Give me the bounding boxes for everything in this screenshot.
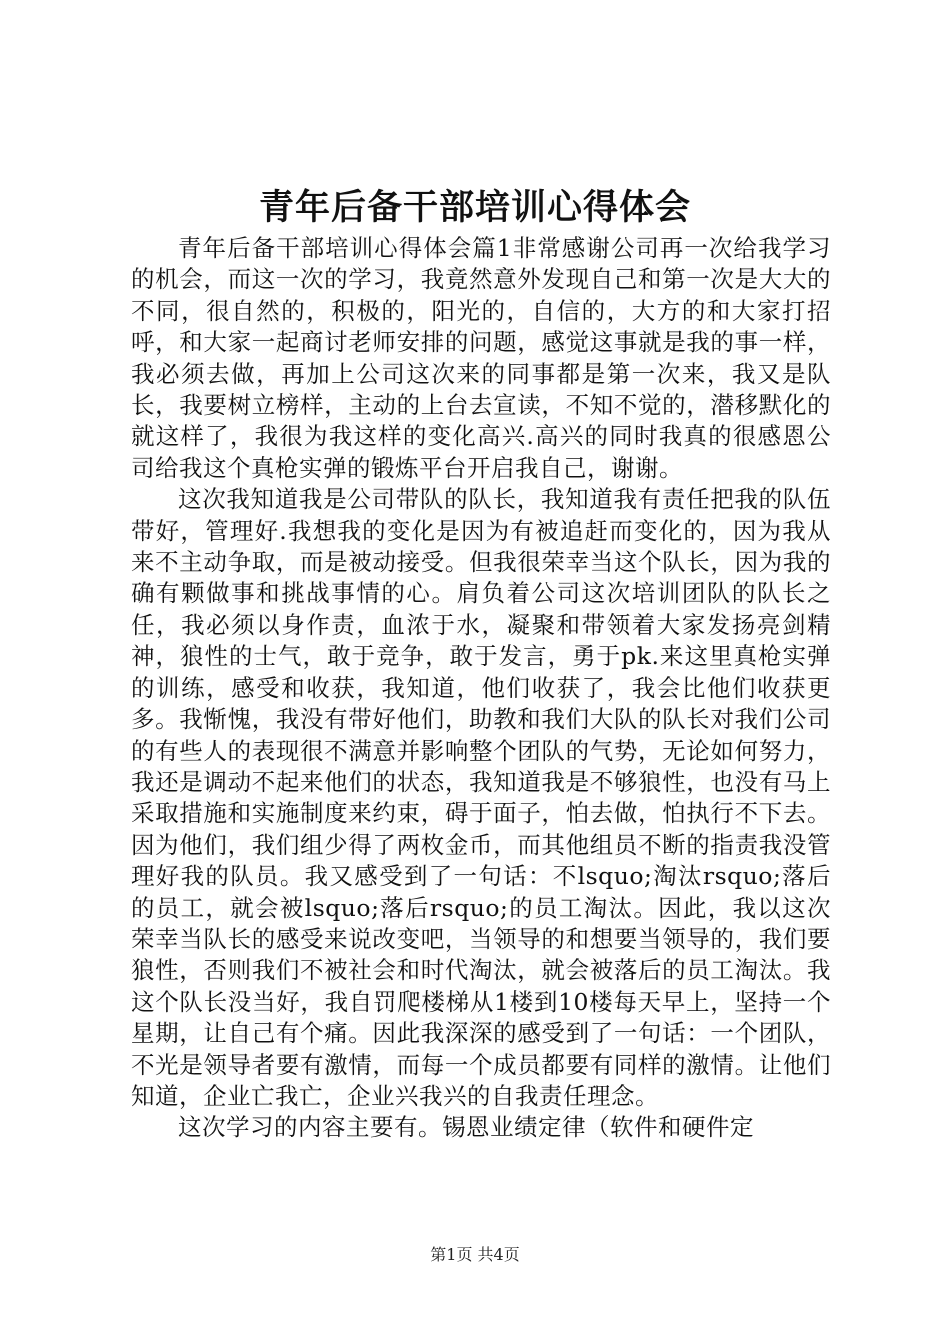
paragraph-3: 这次学习的内容主要有。锡恩业绩定律（软件和硬件定 bbox=[178, 1113, 754, 1142]
document-title: 青年后备干部培训心得体会 bbox=[258, 188, 691, 228]
paragraph-2: 这次我知道我是公司带队的队长，我知道我有责任把我的队伍带好，管理好.我想我的变化是因为有被追赶而变化的，因为我从来不主动争取，而是被动接受。但我很荣幸当这个队长，因为我的确有颗做事和挑战事情的心。肩负着公司这次培训团队的队长之任，我必须以身作责，血浓于水，凝聚和带领着大家发扬亮剑精神，狼性的士气，敢于竞争，敢于发言，勇于pk.来这里真枪实弹的训练，感受和收获，我知道，他们收获了，我会比他们收获更多。我惭愧，我没有带好他们，助教和我们大队的队长对我们公司的有些人的表现很不满意并影响整个团队的气势，无论如何努力，我还是调动不起来他们的状态，我知道我是不够狼性，也没有马上采取措施和实施制度来约束，碍于面子，怕去做，怕执行不下去。因为他们，我们组少得了两枚金币，而其他组员不断的指责我没管理好我的队员。我又感受到了一句话：不lsquo;淘汰rsquo;落后的员工，就会被lsquo;落后rsquo;的员工淘汰。因此，我以这次荣幸当队长的感受来说改变吧，当领导的和想要当领导的，我们要狼性，否则我们不被社会和时代淘汰，就会被落后的员工淘汰。我这个队长没当好，我自罚爬楼梯从1楼到10楼每天早上，坚持一个星期，让自己有个痛。因此我深深的感受到了一句话：一个团队，不光是领导者要有激情，而每一个成员都要有同样的激情。让他们知道，企业亡我亡，企业兴我兴的自我责任理念。 bbox=[131, 485, 831, 1110]
document-body bbox=[131, 233, 831, 1144]
paragraph-1: 青年后备干部培训心得体会篇1非常感谢公司再一次给我学习的机会，而这一次的学习，我竟然意外发现自己和第一次是大大的不同，很自然的，积极的，阳光的，自信的，大方的和大家打招呼，和大家一起商讨老师安排的问题，感觉这事就是我的事一样，我必须去做，再加上公司这次来的同事都是第一次来，我又是队长，我要树立榜样，主动的上台去宣读，不知不觉的，潜移默化的就这样了，我很为我这样的变化高兴.高兴的同时我真的很感恩公司给我这个真枪实弹的锻炼平台开启我自己，谢谢。 bbox=[131, 234, 831, 482]
page-footer: 第1页 共4页 bbox=[430, 1245, 520, 1264]
